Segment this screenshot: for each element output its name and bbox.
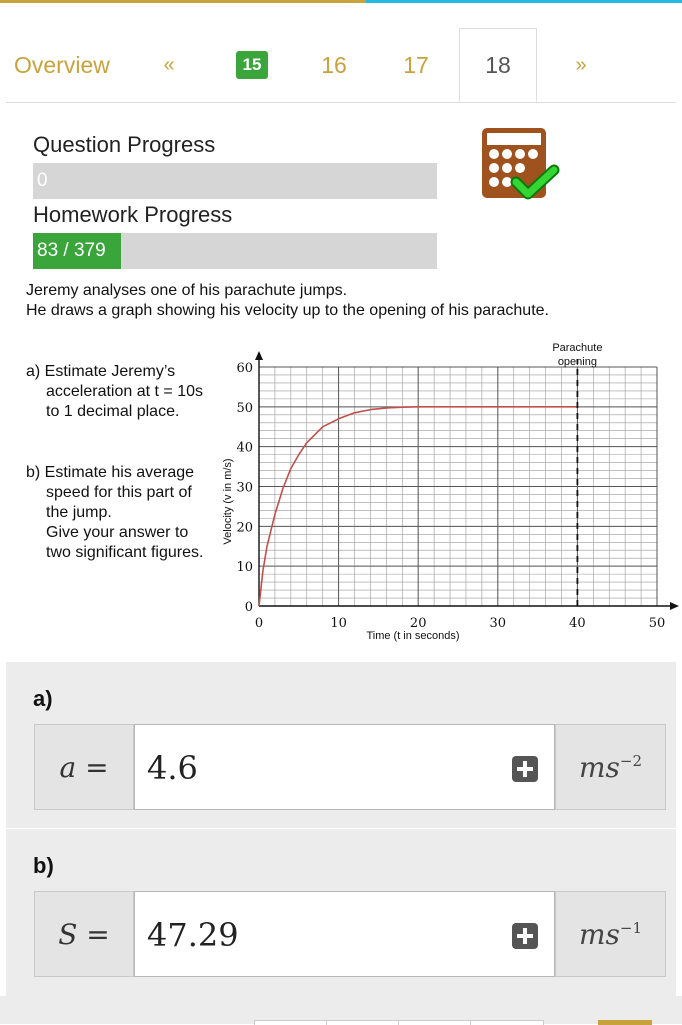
answer-a-prefix: a = [34,724,134,810]
answer-b-unit [555,891,666,977]
question-progress-value: 0 [37,170,48,191]
homework-progress-value: 83 / 379 [37,240,106,261]
question-progress-bar [33,163,437,199]
answer-a-unit [555,724,666,810]
answer-a-row [34,724,666,810]
answer-a-plus-icon[interactable] [512,756,538,782]
answer-b-label: b) [33,853,54,878]
question-line-2: He draws a graph showing his velocity up to the opening of his parachute. [26,302,549,319]
top-accent-gold [0,0,366,3]
answer-b-unit-base: ms [578,917,620,951]
answer-b-value: 47.29 [147,916,239,954]
part-b-line-4: Give your answer to [46,524,189,541]
answer-b-plus-icon[interactable] [512,923,538,949]
part-b-text [26,463,203,563]
parachute-label-line-2: opening [557,356,597,368]
answer-a-value: 4.6 [147,749,198,787]
completed-badge: 15 [236,51,269,79]
answer-a-unit-power: −2 [619,752,643,770]
x-tick-label: 50 [648,616,666,631]
y-tick-label: 50 [236,400,253,416]
x-tick-label: 40 [569,616,586,631]
x-tick-label: 10 [330,616,347,631]
bottom-tab-2[interactable] [326,1020,400,1025]
question-progress-label: Question Progress [33,132,216,157]
part-a-line-3: to 1 decimal place. [46,403,180,420]
tab-question-17[interactable]: 17 [403,51,429,78]
y-tick-label: 20 [236,520,253,536]
homework-progress-label: Homework Progress [33,202,233,227]
tab-question-16[interactable]: 16 [321,51,347,78]
part-a-line-2: acceleration at t = 10s [46,383,203,400]
bottom-tab-accent[interactable] [598,1020,652,1025]
bottom-tab-3[interactable] [398,1020,472,1025]
answer-panel-b [6,829,676,996]
velocity-time-graph [214,336,682,648]
part-b-line-5: two significant figures. [46,544,204,561]
tab-next[interactable]: » [575,53,587,76]
answer-b-input[interactable] [134,891,555,977]
answer-b-row [34,891,666,977]
part-a-text [26,362,203,422]
answer-a-input[interactable] [134,724,555,810]
calculator-allowed-icon [478,126,560,208]
answer-a-unit-base: ms [578,750,620,784]
y-tick-label: 60 [236,361,253,376]
bottom-tab-4[interactable] [470,1020,544,1025]
parachute-label-line-1: Parachute [552,342,603,354]
part-b-line-3: the jump. [46,504,112,521]
y-tick-label: 0 [244,600,253,615]
x-tick-label: 20 [409,616,427,631]
tab-prev[interactable]: « [163,53,175,76]
part-b-line-1: b) Estimate his average [26,464,195,481]
x-axis-arrow-icon [670,602,679,610]
question-tabs [6,28,676,103]
part-b-line-2: speed for this part of [46,484,192,501]
bottom-tab-1[interactable] [254,1020,328,1025]
y-axis-arrow-icon [255,351,263,360]
x-axis-label: Time (t in seconds) [366,630,460,642]
answer-a-label: a) [33,686,53,711]
tab-overview[interactable]: Overview [14,51,110,78]
part-a-line-1: a) Estimate Jeremy’s [26,363,176,380]
homework-progress-bar [33,233,437,269]
top-accent-bar [0,0,682,3]
question-line-1: Jeremy analyses one of his parachute jumps. [26,282,348,299]
y-tick-label: 30 [236,480,253,496]
answer-b-unit-power: −1 [619,919,643,937]
x-tick-label: 30 [489,616,507,631]
answer-b-prefix: S = [34,891,134,977]
question-text [26,281,549,321]
tab-question-15[interactable] [230,28,274,102]
y-tick-label: 40 [236,440,253,456]
answer-panel-a [6,662,676,828]
top-accent-cyan [366,0,682,3]
x-tick-label: 0 [254,616,264,631]
y-axis-label: Velocity (v in m/s) [222,458,234,545]
tab-question-18-active[interactable]: 18 [459,28,537,102]
y-tick-label: 10 [236,560,253,576]
